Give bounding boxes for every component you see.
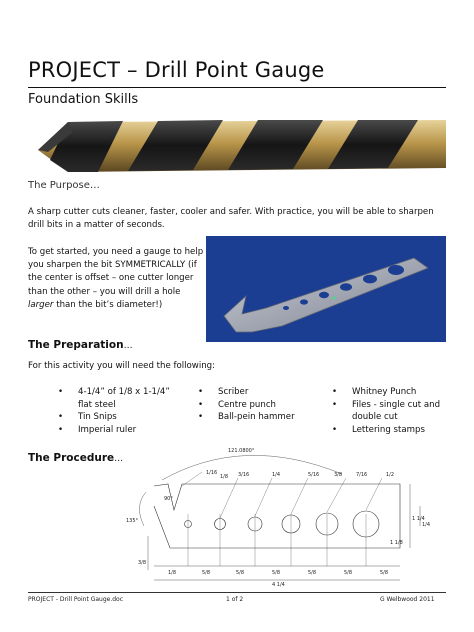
overall-length-label: 4 1/4: [272, 582, 285, 588]
drill-bit-image: [28, 112, 446, 178]
right-dimension-label: 1/4: [422, 522, 431, 528]
page-title: PROJECT – Drill Point Gauge: [28, 58, 325, 82]
list-item: • 4-1/4” of 1/8 x 1-1/4” flat steel: [56, 386, 186, 411]
bottom-dimension-4: 5/8: [272, 570, 281, 576]
bottom-dimension-5: 5/8: [308, 570, 317, 576]
materials-column-3: [330, 386, 460, 436]
page-subtitle: Foundation Skills: [28, 92, 139, 107]
hole-label-5: 5/16: [308, 472, 320, 478]
materials-column-1: [56, 386, 186, 436]
bottom-dimension-6: 5/8: [344, 570, 353, 576]
preparation-heading: [28, 339, 133, 351]
purpose-heading: The Purpose…: [28, 180, 100, 191]
preparation-heading-text: The Preparation: [28, 339, 124, 351]
height-dimension-label-2: 1 1/8: [390, 540, 403, 546]
get-started-text-2: than the bit’s diameter!): [53, 299, 163, 310]
hole-label-6: 3/8: [334, 472, 343, 478]
materials-column-2: [196, 386, 314, 424]
bottom-dimension-2: 5/8: [202, 570, 211, 576]
get-started-text-1: To get started, you need a gauge to help you sharpen the bit SYMMETRICALLY (if the center is offset – one cutter longer than the other – you will drill a hole: [28, 247, 204, 297]
bottom-dimension-7: 5/8: [380, 570, 389, 576]
list-item: • Ball-pein hammer: [196, 411, 314, 424]
procedure-heading: [28, 452, 123, 464]
footer-filename: PROJECT - Drill Point Gauge.doc: [28, 596, 124, 603]
list-item: • Scriber: [196, 386, 314, 399]
angle-90-label: 90°: [164, 496, 173, 502]
hole-label-3: 3/16: [238, 472, 250, 478]
bottom-dimension-3: 5/8: [236, 570, 245, 576]
preparation-heading-dots: …: [123, 341, 133, 351]
gauge-render-image: [206, 236, 446, 342]
list-item: • Whitney Punch: [330, 386, 460, 399]
hole-label-1: 1/16: [206, 470, 218, 476]
footer-author: G Welbwood 2011: [380, 596, 435, 603]
purpose-paragraph: A sharp cutter cuts cleaner, faster, cooler and safer. With practice, you will be able to sharpen drill bits in a matter of seconds.: [28, 207, 434, 230]
technical-drawing: [124, 446, 446, 590]
hole-label-7: 7/16: [356, 472, 368, 478]
procedure-heading-text: The Procedure: [28, 452, 115, 464]
bottom-dimension-1: 1/8: [168, 570, 177, 576]
footer-rule: [28, 592, 446, 593]
hole-label-8: 1/2: [386, 472, 395, 478]
hole-label-4: 1/4: [272, 472, 281, 478]
get-started-paragraph: [28, 246, 204, 312]
list-item: • Files - single cut and double cut: [330, 399, 460, 424]
height-dimension-label: 1 1/4: [412, 516, 425, 522]
list-item: • Tin Snips: [56, 411, 186, 424]
procedure-heading-dots: …: [114, 454, 124, 464]
hole-label-2: 1/8: [220, 474, 229, 480]
list-item: • Lettering stamps: [330, 424, 460, 437]
list-item: • Centre punch: [196, 399, 314, 412]
footer-page-number: 1 of 2: [226, 596, 244, 603]
left-dimension-label: 3/8: [138, 560, 147, 566]
preparation-intro: For this activity you will need the following:: [28, 361, 215, 371]
list-item: • Imperial ruler: [56, 424, 186, 437]
title-underline: [28, 87, 446, 88]
angle-135-label: 135°: [126, 518, 139, 524]
get-started-emphasis: larger: [28, 299, 54, 310]
angle-dimension-label: 121.0800°: [228, 448, 255, 454]
